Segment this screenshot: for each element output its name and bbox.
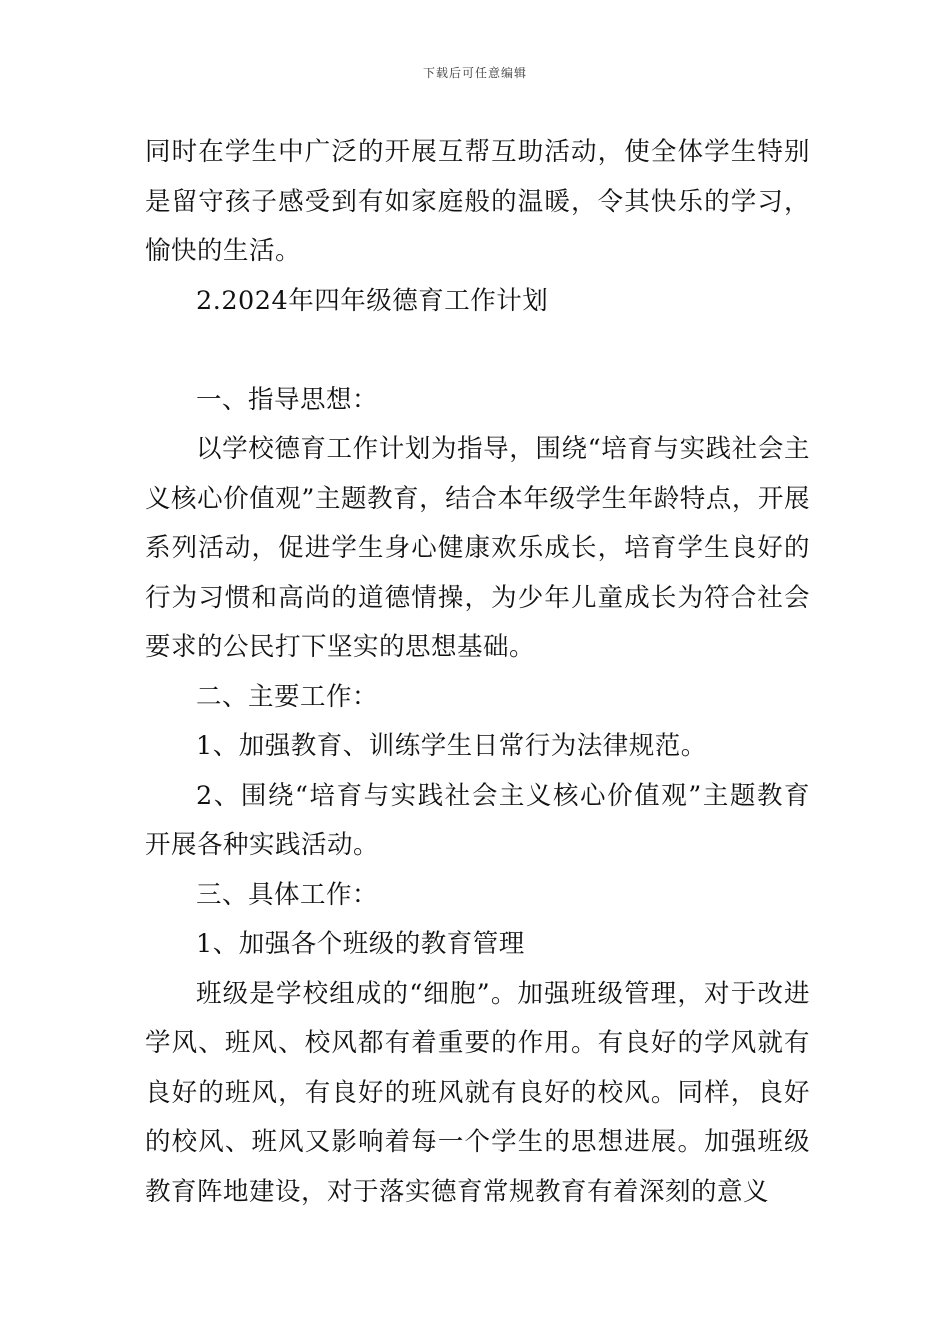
list-item-main-work-1: 1、加强教育、训练学生日常行为法律规范。 bbox=[196, 731, 707, 761]
document-body bbox=[145, 128, 810, 1217]
blank-line bbox=[145, 326, 810, 376]
list-item-main-work-2: 2、围绕“培育与实践社会主义核心价值观”主题教育开展各种实践活动。 bbox=[145, 780, 810, 860]
paragraph-guiding-ideology: 以学校德育工作计划为指导，围绕“培育与实践社会主义核心价值观”主题教育，结合本年级学生年龄特点，开展系列活动，促进学生身心健康欢乐成长，培育学生良好的行为习惯和高尚的道德情操，为少年儿童成长为符合社会要求的公民打下坚实的思想基础。 bbox=[145, 434, 810, 662]
paragraph-class-management: 班级是学校组成的“细胞”。加强班级管理，对于改进学风、班风、校风都有着重要的作用。有良好的学风就有良好的班风，有良好的班风就有良好的校风。同样，良好的校风、班风又影响着每一个学生的思想进展。加强班级教育阵地建设，对于落实德育常规教育有着深刻的意义 bbox=[145, 978, 810, 1207]
page-header: 下载后可任意编辑 bbox=[422, 66, 527, 80]
heading-specific-work: 三、具体工作： bbox=[196, 879, 379, 910]
heading-main-work: 二、主要工作： bbox=[196, 681, 379, 712]
section-title: 2.2024年四年级德育工作计划 bbox=[196, 285, 549, 316]
heading-guiding-ideology: 一、指导思想： bbox=[196, 384, 379, 415]
paragraph-intro: 同时在学生中广泛的开展互帮互助活动，使全体学生特别是留守孩子感受到有如家庭般的温暖，令其快乐的学习，愉快的生活。 bbox=[145, 137, 810, 266]
list-item-specific-work-1: 1、加强各个班级的教育管理 bbox=[196, 929, 525, 959]
